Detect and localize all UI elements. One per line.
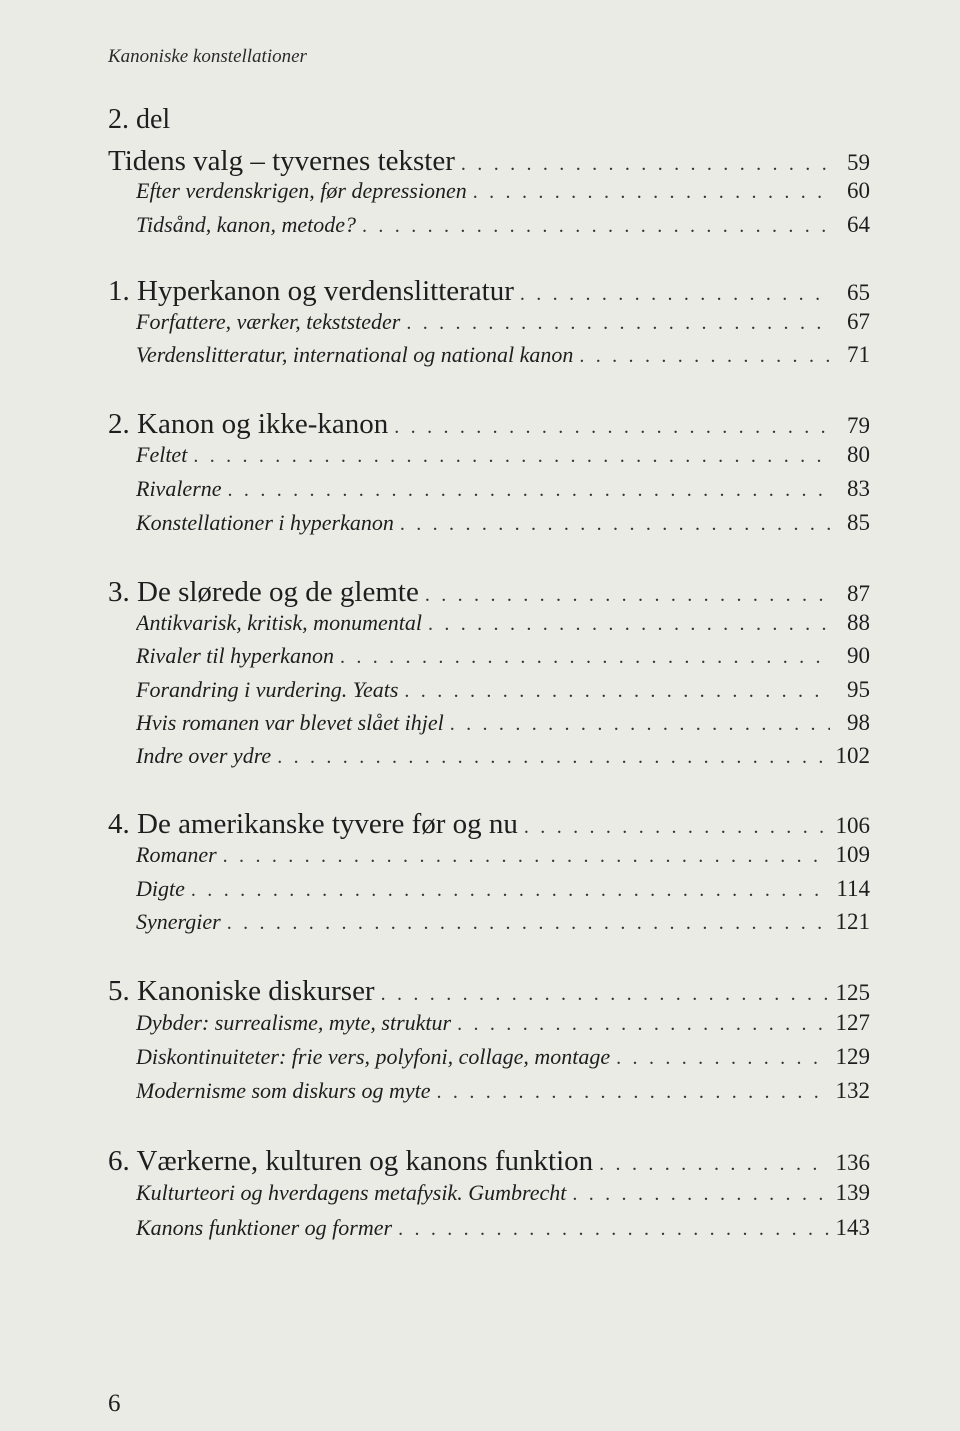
toc-entry-title: Antikvarisk, kritisk, monumental xyxy=(136,610,422,635)
toc-section-entry xyxy=(136,178,870,204)
part-label: 2. del xyxy=(108,104,171,135)
toc-entry-title: Efter verdenskrigen, før depressionen xyxy=(136,178,467,203)
dot-leader xyxy=(340,646,830,669)
toc-entry-title: Konstellationer i hyperkanon xyxy=(136,510,394,535)
toc-entry-page: 71 xyxy=(847,342,870,367)
page-number: 6 xyxy=(108,1390,121,1417)
toc-section-entry xyxy=(136,510,870,536)
dot-leader xyxy=(193,445,830,468)
toc-entry-page: 109 xyxy=(835,842,870,867)
toc-entry-page: 98 xyxy=(847,710,870,735)
dot-leader xyxy=(524,816,830,839)
dot-leader xyxy=(406,312,830,335)
dot-leader xyxy=(277,746,829,769)
toc-entry-page: 65 xyxy=(847,280,870,305)
toc-entry-page: 64 xyxy=(847,212,870,237)
dot-leader xyxy=(579,345,830,368)
toc-entry-title: Romaner xyxy=(136,842,217,867)
toc-entry-page: 114 xyxy=(836,876,870,901)
toc-section-entry xyxy=(136,1180,870,1206)
running-head: Kanoniske konstellationer xyxy=(108,46,307,67)
toc-chapter-entry xyxy=(108,808,870,841)
toc-section-entry xyxy=(136,1044,870,1070)
toc-entry-page: 95 xyxy=(847,677,870,702)
toc-section-entry xyxy=(136,309,870,335)
toc-entry-title: 5. Kanoniske diskurser xyxy=(108,975,375,1007)
dot-leader xyxy=(362,215,830,238)
dot-leader xyxy=(616,1047,829,1070)
toc-entry-page: 106 xyxy=(835,813,870,838)
toc-entry-title: Forandring i vurdering. Yeats xyxy=(136,677,399,702)
toc-entry-page: 102 xyxy=(835,743,870,768)
dot-leader xyxy=(437,1081,830,1104)
toc-entry-page: 79 xyxy=(847,413,870,438)
dot-leader xyxy=(191,879,830,902)
toc-entry-page: 80 xyxy=(847,442,870,467)
toc-section-entry xyxy=(136,1078,870,1104)
toc-entry-page: 125 xyxy=(835,980,870,1005)
toc-section-entry xyxy=(136,442,870,468)
toc-entry-title: 6. Værkerne, kulturen og kanons funktion xyxy=(108,1145,594,1177)
dot-leader xyxy=(457,1013,829,1036)
toc-entry-page: 60 xyxy=(847,178,870,203)
dot-leader xyxy=(404,680,830,703)
dot-leader xyxy=(398,1218,829,1241)
toc-entry-title: Digte xyxy=(136,876,185,901)
toc-entry-title: 1. Hyperkanon og verdenslitteratur xyxy=(108,275,514,307)
toc-entry-title: Tidens valg – tyvernes tekster xyxy=(108,145,455,177)
toc-entry-title: Indre over ydre xyxy=(136,743,272,768)
toc-entry-title: 4. De amerikanske tyvere før og nu xyxy=(108,808,518,840)
toc-section-entry xyxy=(136,710,870,736)
toc-section-entry xyxy=(136,1010,870,1036)
toc-entry-page: 132 xyxy=(835,1078,870,1103)
toc-entry-title: Diskontinuiteter: frie vers, polyfoni, collage, montage xyxy=(136,1044,611,1069)
dot-leader xyxy=(428,613,830,636)
toc-entry-page: 59 xyxy=(847,150,870,175)
toc-section-entry xyxy=(136,643,870,669)
dot-leader xyxy=(520,283,830,306)
toc-entry-page: 90 xyxy=(847,643,870,668)
toc-section-entry xyxy=(136,677,870,703)
toc-section-entry xyxy=(136,476,870,502)
toc-chapter-entry xyxy=(108,576,870,609)
toc-entry-title: Modernisme som diskurs og myte xyxy=(136,1078,431,1103)
toc-entry-title: Kulturteori og hverdagens metafysik. Gumbrecht xyxy=(136,1180,567,1205)
toc-chapter-entry xyxy=(108,408,870,441)
toc-section-entry xyxy=(136,909,870,935)
toc-entry-title: Forfattere, værker, tekststeder xyxy=(136,309,401,334)
toc-entry-title: Feltet xyxy=(136,442,188,467)
toc-entry-title: 2. Kanon og ikke-kanon xyxy=(108,408,389,440)
toc-section-entry xyxy=(136,212,870,238)
toc-chapter-entry xyxy=(108,275,870,308)
toc-section-entry xyxy=(136,1215,870,1241)
dot-leader xyxy=(227,912,830,935)
toc-entry-page: 85 xyxy=(847,510,870,535)
dot-leader xyxy=(381,983,830,1006)
toc-entry-title: Hvis romanen var blevet slået ihjel xyxy=(136,710,444,735)
toc-entry-page: 121 xyxy=(835,909,870,934)
toc-entry-title: Synergier xyxy=(136,909,221,934)
toc-entry-page: 67 xyxy=(847,309,870,334)
toc-section-entry xyxy=(136,743,870,769)
dot-leader xyxy=(400,513,830,536)
toc-entry-page: 143 xyxy=(835,1215,870,1240)
toc-entry-page: 83 xyxy=(847,476,870,501)
toc-entry-title: 3. De slørede og de glemte xyxy=(108,576,419,608)
dot-leader xyxy=(228,479,830,502)
dot-leader xyxy=(394,416,830,439)
toc-entry-page: 87 xyxy=(847,581,870,606)
toc-entry-title: Rivalerne xyxy=(136,476,222,501)
toc-entry-page: 136 xyxy=(835,1150,870,1175)
dot-leader xyxy=(223,845,830,868)
dot-leader xyxy=(450,713,830,736)
toc-section-entry xyxy=(136,876,870,902)
toc-section-entry xyxy=(136,342,870,368)
toc-entry-title: Tidsånd, kanon, metode? xyxy=(136,212,356,237)
toc-entry-page: 88 xyxy=(847,610,870,635)
toc-entry-title: Verdenslitteratur, international og national kanon xyxy=(136,342,574,367)
dot-leader xyxy=(599,1153,829,1176)
dot-leader xyxy=(473,181,830,204)
toc-entry-title: Rivaler til hyperkanon xyxy=(136,643,334,668)
toc-section-entry xyxy=(136,842,870,868)
toc-chapter-entry xyxy=(108,145,870,178)
dot-leader xyxy=(461,153,830,176)
toc-entry-page: 127 xyxy=(835,1010,870,1035)
toc-entry-page: 129 xyxy=(835,1044,870,1069)
toc-section-entry xyxy=(136,610,870,636)
dot-leader xyxy=(572,1183,829,1206)
toc-entry-title: Kanons funktioner og former xyxy=(136,1215,393,1240)
toc-chapter-entry xyxy=(108,1145,870,1178)
toc-chapter-entry xyxy=(108,975,870,1008)
toc-entry-page: 139 xyxy=(835,1180,870,1205)
dot-leader xyxy=(425,584,830,607)
toc-entry-title: Dybder: surrealisme, myte, struktur xyxy=(136,1010,452,1035)
